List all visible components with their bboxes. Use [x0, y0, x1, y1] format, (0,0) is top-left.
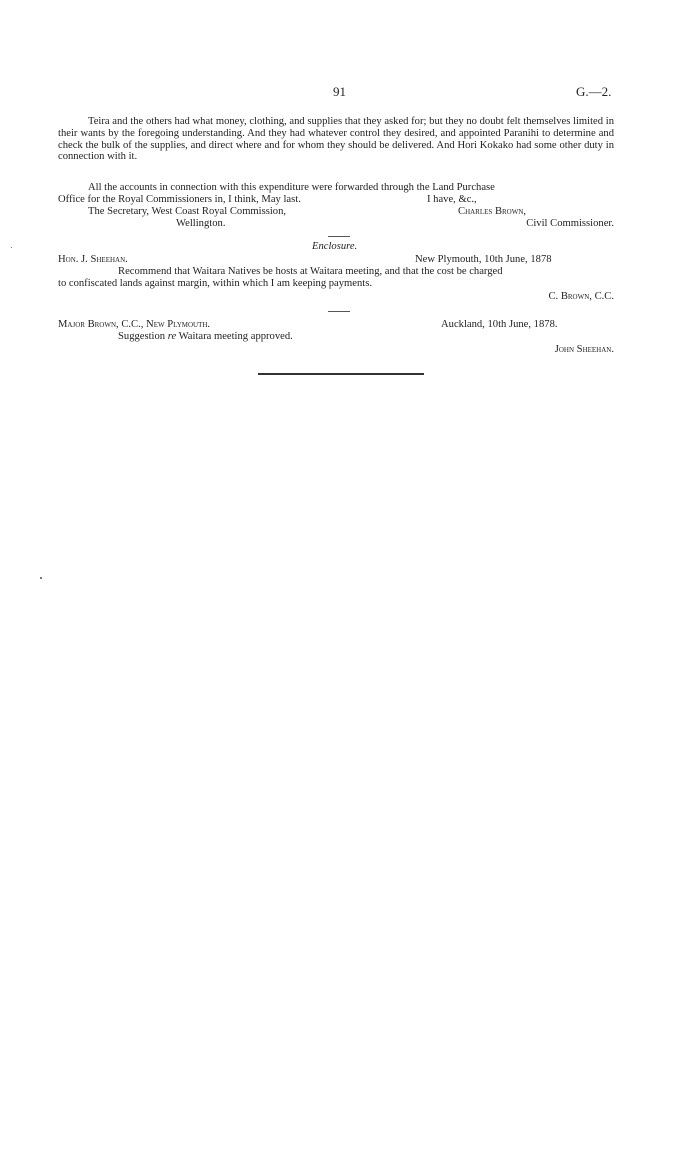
telegram-1-signature: C. Brown, C.C.	[548, 291, 614, 302]
telegram-1-recipient: Hon. J. Sheehan.	[58, 254, 128, 265]
page-number: 91	[333, 84, 346, 99]
telegram-2-body	[118, 331, 293, 343]
scan-speck	[40, 577, 42, 579]
divider	[328, 311, 350, 312]
letter-paragraph-2-line-2: Office for the Royal Commissioners in, I think, May last.	[58, 194, 301, 205]
telegram-2-body-text: Suggestion re Waitara meeting approved.	[118, 331, 293, 342]
letter-paragraph-1: Teira and the others had what money, clothing, and supplies that they asked for; but they no doubt felt themselves limited in their wants by the foregoing understanding. And they had whatever control they desired, and appointed Paranihi to determine and check the bulk of the supplies, and direct where and for whom they should be delivered. And Hori Kokako had some other duty in connection with it.	[58, 116, 614, 163]
telegram-1-body-line-2: to confiscated lands against margin, within which I am keeping payments.	[58, 278, 373, 289]
telegram-2-signature: John Sheehan.	[554, 344, 614, 355]
end-rule	[258, 373, 424, 375]
addressee-line-2: Wellington.	[176, 218, 226, 229]
signature-name: Charles Brown,	[458, 206, 527, 217]
divider	[328, 236, 350, 237]
telegram-2-place-date: Auckland, 10th June, 1878.	[441, 319, 558, 330]
signature-title: Civil Commissioner.	[526, 218, 614, 229]
letter-closing: I have, &c.,	[427, 194, 477, 205]
addressee-line-1: The Secretary, West Coast Royal Commission,	[88, 206, 287, 217]
letter-paragraph-2-line-1: All the accounts in connection with this expenditure were forwarded through the Land Purchase	[88, 182, 495, 193]
scan-speck	[11, 247, 12, 248]
telegram-1-place-date: New Plymouth, 10th June, 1878	[415, 254, 552, 265]
telegram-2-recipient: Major Brown, C.C., New Plymouth.	[58, 319, 211, 330]
document-reference: G.—2.	[576, 84, 612, 99]
telegram-1-body-line-1: Recommend that Waitara Natives be hosts at Waitara meeting, and that the cost be charged	[118, 266, 503, 277]
enclosure-heading: Enclosure.	[312, 241, 358, 252]
